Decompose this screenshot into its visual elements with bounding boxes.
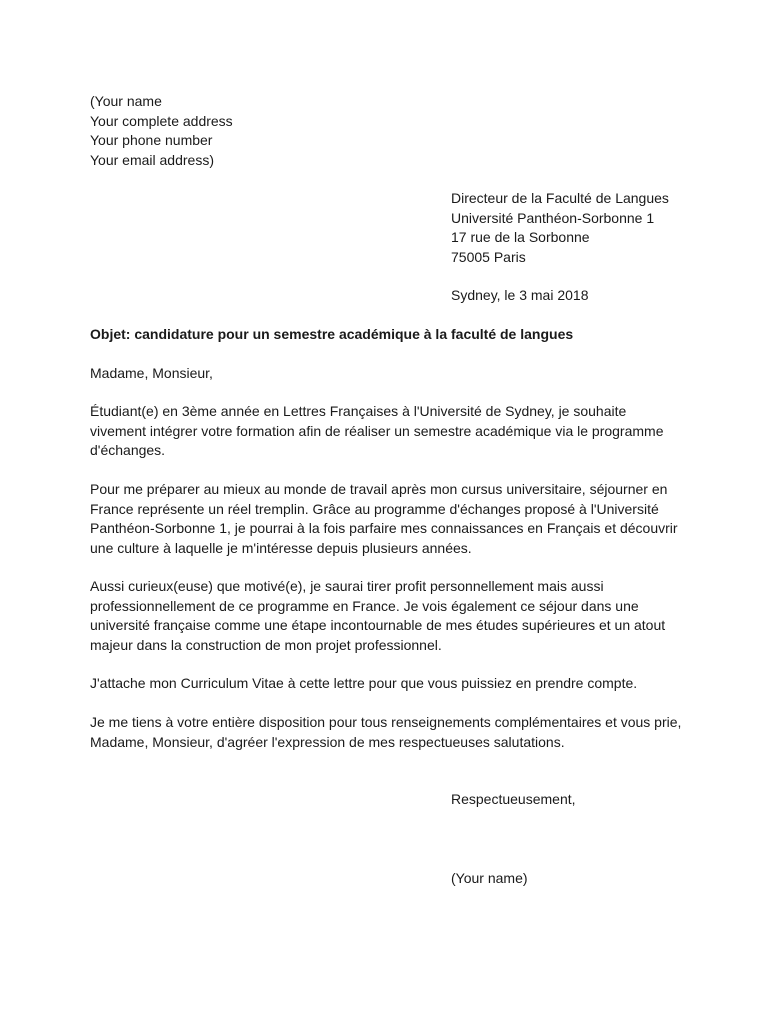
paragraph-line: vivement intégrer votre formation afin de réaliser un semestre académique via le programme: [90, 422, 664, 439]
paragraph-line: Aussi curieux(euse) que motivé(e), je saurai tirer profit personnellement mais aussi: [90, 578, 604, 594]
paragraph-line: une culture à laquelle je m'intéresse depuis plusieurs années.: [90, 539, 472, 556]
recipient-address-block: [451, 189, 669, 267]
sender-address-line: Your complete address: [90, 112, 233, 129]
paragraph-line: Panthéon-Sorbonne 1, je pourrai à la fois parfaire mes connaissances en Français et découvrir: [90, 520, 678, 536]
subject-line: [90, 325, 573, 345]
paragraph-1: [90, 402, 664, 461]
paragraph-line: Je me tiens à votre entière disposition pour tous renseignements complémentaires et vous prie,: [90, 714, 682, 730]
paragraph-line: Pour me préparer au mieux au monde de travail après mon cursus universitaire, séjourner en: [90, 481, 668, 497]
date-text: Sydney, le 3 mai 2018: [451, 287, 589, 303]
salutation: [90, 364, 213, 384]
recipient-institution-line: Université Panthéon-Sorbonne 1: [451, 209, 655, 226]
recipient-city-line: 75005 Paris: [451, 248, 526, 265]
paragraph-line: Étudiant(e) en 3ème année en Lettres Françaises à l'Université de Sydney, je souhaite: [90, 403, 627, 419]
date-line: [451, 286, 589, 306]
paragraph-line: professionnellement de ce programme en France. Je vois également ce séjour dans une: [90, 597, 639, 614]
recipient-title-line: Directeur de la Faculté de Langues: [451, 190, 669, 206]
paragraph-line: majeur dans la construction de mon projet professionnel.: [90, 636, 442, 653]
paragraph-line: université française comme une étape incontournable de mes études supérieures et un atout: [90, 617, 666, 633]
paragraph-3: [90, 577, 665, 655]
sender-address-block: [90, 92, 233, 170]
signature-text: (Your name): [451, 870, 528, 886]
signature: [451, 869, 528, 889]
subject-text: Objet: candidature pour un semestre académique à la faculté de langues: [90, 326, 574, 342]
sender-email-line: Your email address): [90, 151, 214, 168]
paragraph-line: France représente un réel tremplin. Grâce au programme d'échanges proposé à l'Université: [90, 500, 659, 517]
sender-name-line: (Your name: [90, 93, 162, 109]
recipient-street-line: 17 rue de la Sorbonne: [451, 229, 590, 245]
paragraph-5: [90, 713, 681, 752]
paragraph-line: Madame, Monsieur, d'agréer l'expression de mes respectueuses salutations.: [90, 733, 565, 750]
sender-phone-line: Your phone number: [90, 132, 213, 148]
salutation-text: Madame, Monsieur,: [90, 365, 213, 381]
paragraph-line: d'échanges.: [90, 442, 166, 458]
closing: [451, 790, 576, 810]
paragraph-line: J'attache mon Curriculum Vitae à cette lettre pour que vous puissiez en prendre compte.: [90, 675, 638, 691]
closing-text: Respectueusement,: [451, 791, 576, 807]
paragraph-4: [90, 674, 637, 694]
paragraph-2: [90, 480, 678, 558]
